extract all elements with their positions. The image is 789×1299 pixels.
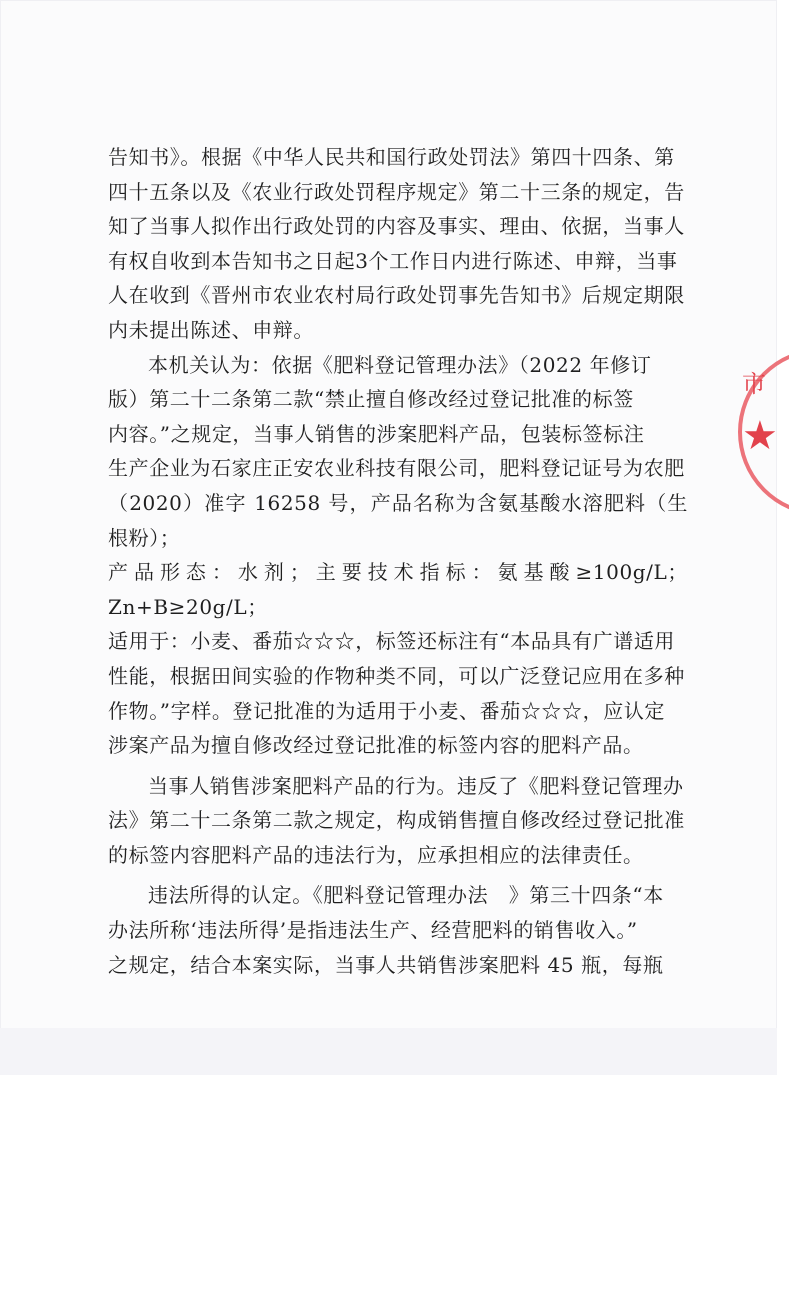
text-line: 人在收到《晋州市农业农村局行政处罚事先告知书》后规定期限 <box>108 283 685 308</box>
seal-char: 市 <box>742 370 766 398</box>
text-line: 办法所称‘违法所得’是指违法生产、经营肥料的销售收入。” <box>108 918 638 943</box>
text-line: 知了当事人拟作出行政处罚的内容及事实、理由、依据，当事人 <box>108 214 685 239</box>
text-line: 之规定，结合本案实际，当事人共销售涉案肥料 45 瓶，每瓶 <box>108 952 664 977</box>
text-line: 违法所得的认定。《肥料登记管理办法 》第三十四条“本 <box>148 883 664 908</box>
text-line: 四十五条以及《农业行政处罚程序规定》第二十三条的规定，告 <box>108 179 685 204</box>
text-line: 作物。”字样。登记批准的为适用于小麦、番茄☆☆☆，应认定 <box>108 698 666 723</box>
text-line: 内未提出陈述、申辩。 <box>108 317 314 342</box>
text-line: 的标签内容肥料产品的违法行为，应承担相应的法律责任。 <box>108 842 644 867</box>
text-line: 版）第二十二条第二款“禁止擅自修改经过登记批准的标签 <box>108 387 634 412</box>
text-line: 生产企业为石家庄正安农业科技有限公司，肥料登记证号为农肥 <box>108 456 685 481</box>
paragraph <box>108 878 688 982</box>
text-line: 告知书》。根据《中华人民共和国行政处罚法》第四十四条、第 <box>108 145 675 169</box>
star-icon: ★ <box>742 413 778 459</box>
text-line: 当事人销售涉案肥料产品的行为。违反了《肥料登记管理办 <box>148 773 684 798</box>
paragraph <box>108 140 688 348</box>
text-line: 本机关认为：依据《肥料登记管理办法》（2022 年修订 <box>148 352 652 377</box>
document-body <box>108 140 688 982</box>
text-line: 有权自收到本告知书之日起3个工作日内进行陈述、申辩，当事 <box>108 248 678 273</box>
paragraph <box>108 348 688 763</box>
text-line: 产品形态：水剂；主要技术指标：氨基酸≥100g/L；Zn+B≥20g/L； <box>108 560 688 619</box>
text-line: 法》第二十二条第二款之规定，构成销售擅自修改经过登记批准 <box>108 808 685 833</box>
text-line: （2020）准字 16258 号，产品名称为含氨基酸水溶肥料（生根粉）； <box>108 490 688 550</box>
official-seal <box>730 338 789 516</box>
text-line: 涉案产品为擅自修改经过登记批准的标签内容的肥料产品。 <box>108 733 644 758</box>
paragraph <box>108 769 688 873</box>
text-line: 性能，根据田间实验的作物种类不同，可以广泛登记应用在多种 <box>108 663 685 688</box>
page-bottom-band <box>0 1028 777 1075</box>
text-line: 适用于：小麦、番茄☆☆☆，标签还标注有“本品具有广谱适用 <box>108 629 676 654</box>
text-line: 内容。”之规定，当事人销售的涉案肥料产品，包装标签标注 <box>108 421 645 446</box>
